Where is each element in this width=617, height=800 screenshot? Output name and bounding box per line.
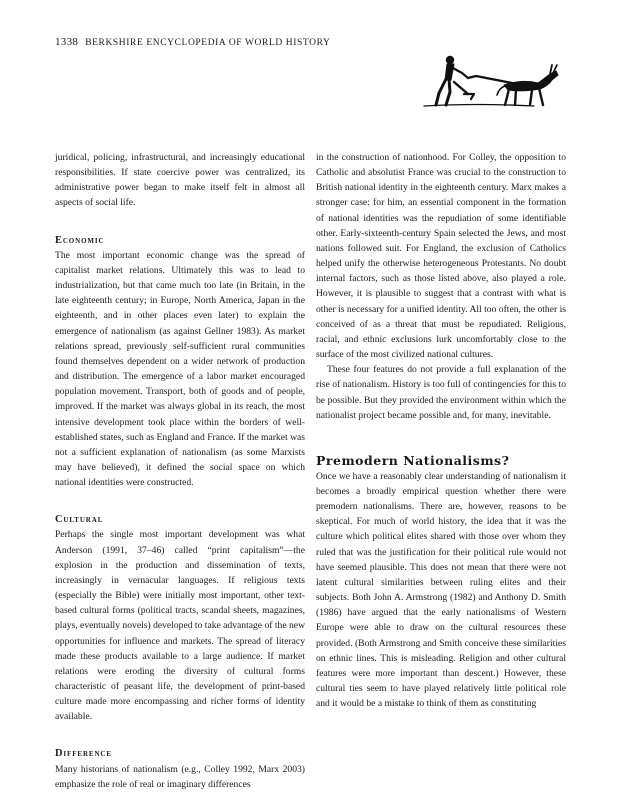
economic-paragraph: The most important economic change was the spread of capitalist market relations. Ultimately this was to lead to industrialization, but that came much too late (in Britain, in the late eighteenth century; in Europe, North America, Japan in the eighteenth, and in other places even later) to explain the emergence of nationalism (as against Gellner 1983). As market relations spread, previously self-sufficient rural communities found themselves dependent on a wider network of production and distribution. The emergence of a labor market encouraged population movement. Transport, both of goods and of people, improved. If the market was always global in its reach, the most intensive development took place within the borders of well-established states, such as England and France. If the market was not a sufficient explanation of nationalism (as some Marxists may have believed), it defined the social space on which national identities were constructed. [55, 249, 305, 489]
left-column [55, 150, 305, 792]
four-features-paragraph: These four features do not provide a full explanation of the rise of nationalism. History is too full of contingencies for this to be possible. But they provided the environment within which the nationalist project became possible and, for many, inevitable. [316, 364, 566, 421]
difference-paragraph: Many historians of nationalism (e.g., Colley 1992, Marx 2003) emphasize the role of real or imaginary differences [55, 763, 305, 790]
difference-heading: Difference [55, 748, 112, 760]
running-title: BERKSHIRE ENCYCLOPEDIA OF WORLD HISTORY [85, 38, 331, 48]
right-column [316, 150, 566, 711]
premodern-nationalisms-heading: Premodern Nationalisms? [316, 452, 510, 468]
intro-paragraph: juridical, policing, infrastructural, and increasingly educational responsibilities. If state coercive power was centralized, its administrative power began to make itself felt in almost all aspects of social life. [55, 152, 305, 209]
premodern-paragraph: Once we have a reasonably clear understanding of nationalism it becomes a broadly empirical question whether there were premodern nationalisms. There are, however, reasons to be skeptical. For much of world history, the idea that it was the culture which political elites shared with those over whom they ruled that was the justification for their political rule would not have seemed plausible. This does not mean that there were not latent cultural similarities between ruling elites and their subjects. Both John A. Armstrong (1982) and Anthony D. Smith (1986) have argued that the early nationalisms of Western Europe were able to draw on the cultural resources these provided. (Both Armstrong and Smith conceive these similarities on ethnic lines. This is misleading. Religion and other cultural features were more important than descent.) However, these cultural ties seem to have played relatively little political role and it would be a mistake to think of them as constituting [316, 470, 566, 710]
economic-heading: Economic [55, 234, 105, 246]
plowing-figure-icon [416, 52, 564, 110]
page-number: 1338 [55, 36, 79, 48]
cultural-heading: Cultural [55, 514, 104, 526]
running-head [55, 36, 330, 48]
construction-paragraph: in the construction of nationhood. For Colley, the opposition to Catholic and absolutist France was crucial to the construction to British national identity in the eighteenth century. Marx makes a stronger case: for him, an essential component in the formation of national identities was the repudiation of some identifiable other. Early-sixteenth-century Spain selected the Jews, and most nations followed suit. For England, the exclusion of Catholics helped unify the otherwise heterogeneous Protestants. No doubt internal factors, such as those listed above, also played a role. However, it is plausible to suggest that a contrast with what is other is necessary for a unified identity. All too often, the other is conceived of as a threat that must be repudiated. Religious, racial, and ethnic exclusions lurk uncomfortably close to the surface of the most civilized national cultures. [316, 152, 566, 361]
cultural-paragraph: Perhaps the single most important development was what Anderson (1991, 37–46) called “print capitalism”—the explosion in the production and dissemination of texts, increasingly in vernacular languages. If religious texts (especially the Bible) were initially most important, other text-based cultural forms (political tracts, scandal sheets, magazines, plays, eventually novels) developed to take advantage of the new opportunities for influence and markets. The spread of literacy made these products available to a large audience. If market relations were eroding the diversity of cultural forms characteristic of peasant life, the development of print-based culture made more encompassing and richer forms of identity available. [55, 529, 305, 723]
